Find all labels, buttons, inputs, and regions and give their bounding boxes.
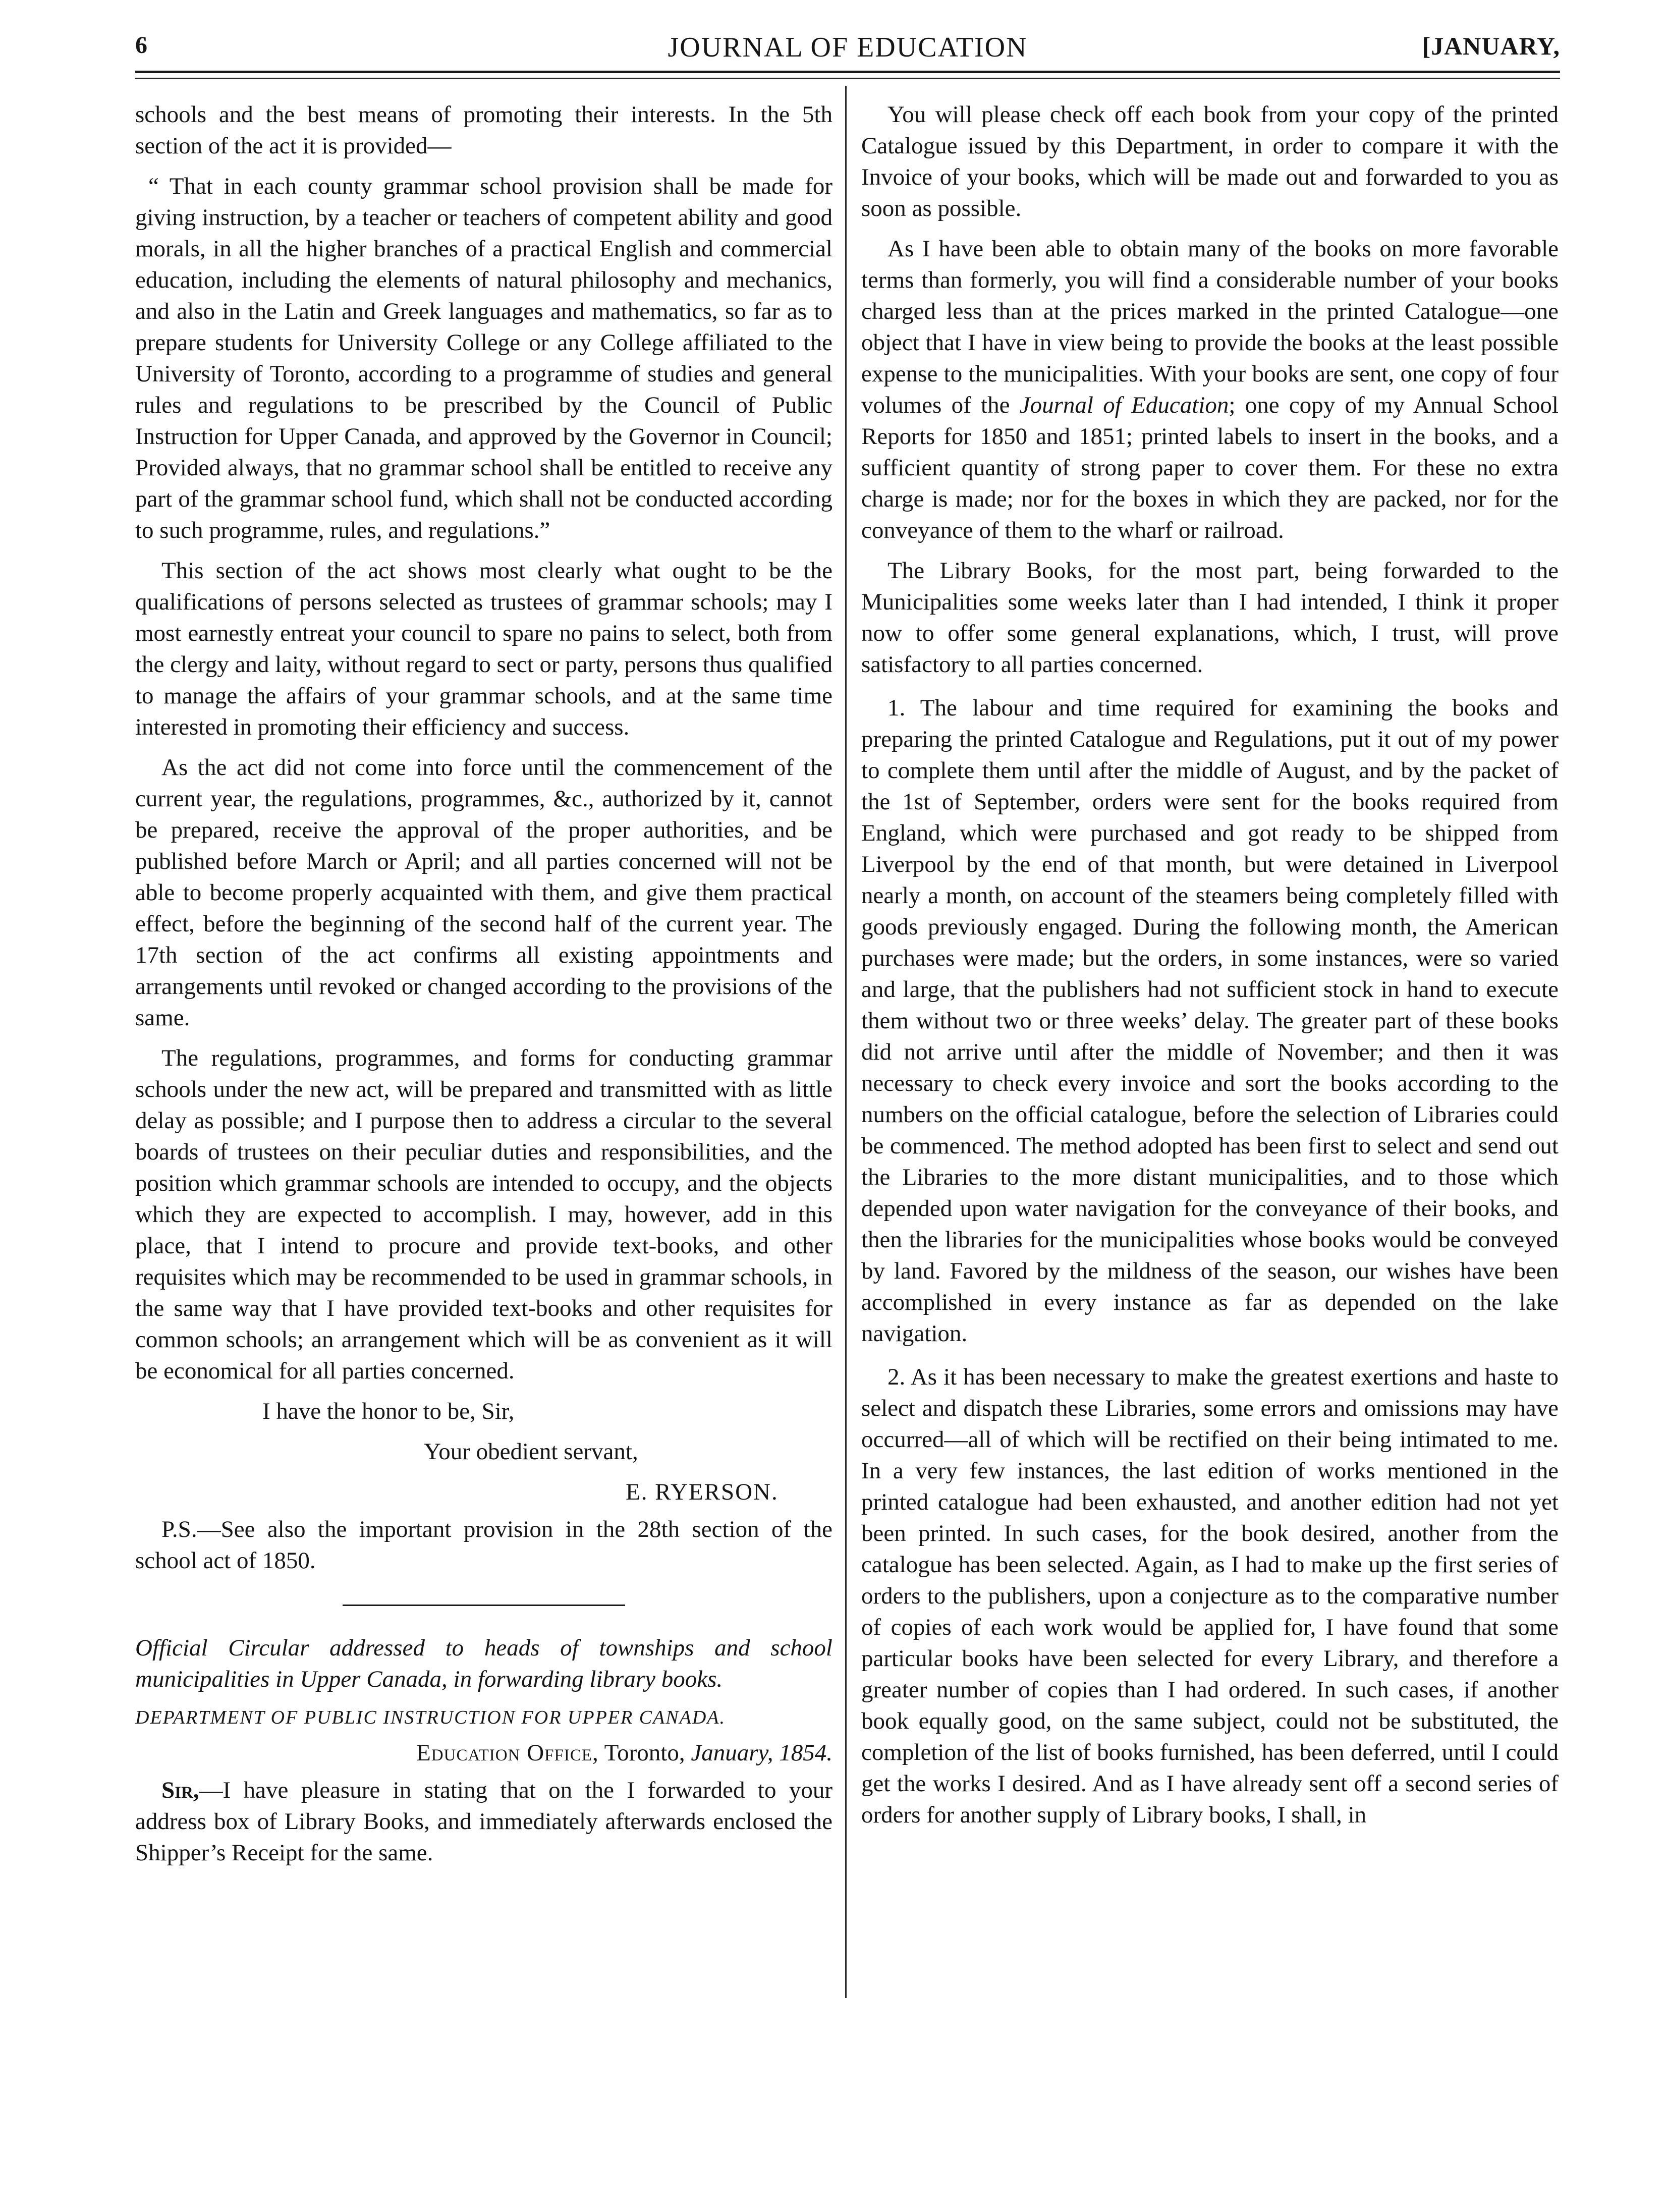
paragraph: As the act did not come into force until the commencement of the current year, the regulations, programmes, &c., authorized by it, cannot be prepared, receive the approval of the proper authorities, and be published before March or April; and all parties concerned will not be able to become properly acquainted with them, and give them practical effect, before the beginning of the second half of the current year. The 17th section of the act confirms all existing appointments and arrangements until revoked or changed according to the provisions of the same. (135, 754, 832, 1031)
circular-opening (135, 1775, 832, 1868)
paragraph: The regulations, programmes, and forms for conducting grammar schools under the new act, will be prepared and transmitted with as little delay as possible; and I purpose then to address a circular to the several boards of trustees on their peculiar duties and responsibilities, and the position which grammar schools are intended to occupy, and the objects which they are expected to accomplish. I may, however, add in this place, that I intend to procure and provide text-books, and other requisites which may be recommended to be used in grammar schools, in the same way that I have provided text-books and other requisites for common schools; an arrangement which will be as convenient as it will be economical for all parties concerned. (135, 1045, 832, 1384)
right-column (861, 99, 1559, 1840)
paragraph (861, 233, 1559, 546)
page-number: 6 (135, 32, 147, 59)
paragraph: This section of the act shows most clearly what ought to be the qualifications of persons selected as trustees of grammar schools; may I most earnestly entreat your council to spare no pains to select, both from the clergy and laity, without regard to sect or party, persons thus qualified to manage the affairs of your grammar schools, and at the same time interested in promoting their efficiency and success. (135, 558, 832, 740)
issue-month: [JANUARY, (1422, 32, 1560, 60)
section-divider (343, 1605, 625, 1606)
journal-reference: Journal of Education (1019, 392, 1229, 418)
opening-salutation: Sir, (161, 1777, 199, 1803)
office-place: Toronto, (598, 1740, 691, 1766)
act-quotation: “ That in each county grammar school provision shall be made for giving instruction, by a teacher or teachers of competent ability and good morals, in all the higher branches of a practical English and commercial education, including the elements of natural philosophy and mechanics, and also in the Latin and Greek languages and mathematics, so far as to prepare students for University College or any College affiliated to the University of Toronto, according to a programme of studies and general rules and regulations to be prescribed by the Council of Public Instruction for Upper Canada, and approved by the Governor in Council; Provided always, that no grammar school shall be entitled to receive any part of the grammar school fund, which shall not be conducted according to such programme, rules, and regulations.” (135, 173, 832, 543)
office-date: January, 1854. (691, 1740, 832, 1766)
postscript: P.S.—See also the important provision in the 28th section of the school act of 1850. (135, 1516, 832, 1574)
header-rule-thin (135, 78, 1560, 79)
opening-text: —I have pleasure in stating that on the I forwarded to your address box of Library Books, and immediately afterwards enclosed the Shipper’s Receipt for the same. (135, 1777, 832, 1866)
department-line: DEPARTMENT OF PUBLIC INSTRUCTION FOR UPPER CANADA. (135, 1707, 726, 1728)
paragraph: The Library Books, for the most part, being forwarded to the Municipalities some weeks later than I had intended, I think it proper now to offer some general explanations, which, I trust, will prove satisfactory to all parties concerned. (861, 558, 1559, 678)
page-header (135, 24, 1560, 70)
header-rule-thick (135, 71, 1560, 73)
signature: E. RYERSON. (626, 1479, 779, 1505)
signoff-salutation: I have the honor to be, Sir, (262, 1398, 515, 1424)
numbered-paragraph-2: 2. As it has been necessary to make the greatest exertions and haste to select and dispatch these Libraries, some errors and omissions may have occurred—all of which will be rectified on their being intimated to me. In a very few instances, the last edition of works mentioned in the printed catalogue had been exhausted, and another edition had not yet been printed. In such cases, for the book desired, another from the catalogue has been selected. Again, as I had to make up the first series of orders to the publishers, upon a conjecture as to the comparative number of copies of each work would be applied for, I have found that some particular books have been selected for every Library, and therefore a greater number of copies than I had ordered. In such cases, if another book equally good, on the same subject, could not be substituted, the completion of the list of books furnished, has been deferred, until I could get the works I desired. And as I have already sent off a second series of orders for another supply of Library books, I shall, in (861, 1364, 1559, 1828)
column-divider (845, 86, 847, 1998)
paragraph: schools and the best means of promoting their interests. In the 5th section of the act it is provided— (135, 101, 832, 159)
dateline (135, 1737, 832, 1768)
signoff-servant: Your obedient servant, (424, 1439, 638, 1465)
paragraph-text: ; one copy of my Annual School Reports for 1850 and 1851; printed labels to insert in the books, and a sufficient quantity of strong paper to cover them. For these no extra charge is made; nor for the boxes in which they are packed, nor for the conveyance of them to the wharf or railroad. (861, 392, 1559, 543)
numbered-paragraph-1: 1. The labour and time required for examining the books and preparing the printed Catalogue and Regulations, put it out of my power to complete them until after the middle of August, and by the packet of the 1st of September, orders were sent for the books required from England, which were purchased and got ready to be shipped from Liverpool by the end of that month, but were detained in Liverpool nearly a month, on account of the steamers being completely filled with goods previously engaged. During the following month, the American purchases were made; but the orders, in some instances, were so varied and large, that the publishers had not sufficient stock in hand to execute them without two or three weeks’ delay. The greater part of these books did not arrive until after the middle of November; and then it was necessary to check every invoice and sort the books according to the numbers on the official catalogue, before the selection of Libraries could be commenced. The method adopted has been first to select and send out the Libraries to the more distant municipalities, and to those which depended upon water navigation for the conveyance of their books, and then the libraries for the municipalities whose books would be conveyed by land. Favored by the mildness of the season, our wishes have been accomplished in every instance as far as depended on the lake navigation. (861, 695, 1559, 1347)
journal-title: JOURNAL OF EDUCATION (668, 32, 1028, 63)
paragraph: You will please check off each book from your copy of the printed Catalogue issued by this Department, in order to compare it with the Invoice of your books, which will be made out and forwarded to you as soon as possible. (861, 101, 1559, 222)
office-name: Education Office, (416, 1740, 599, 1766)
left-column (135, 99, 832, 1877)
circular-title: Official Circular addressed to heads of townships and school municipalities in Upper Canada, in forwarding library books. (135, 1635, 832, 1692)
paragraph-text: As I have been able to obtain many of the books on more favorable terms than formerly, you will find a considerable number of your books charged less than at the prices marked in the printed Catalogue—one object that I have in view being to provide the books at the least possible expense to the municipalities. With your books are sent, one copy of four volumes of the (861, 236, 1559, 418)
